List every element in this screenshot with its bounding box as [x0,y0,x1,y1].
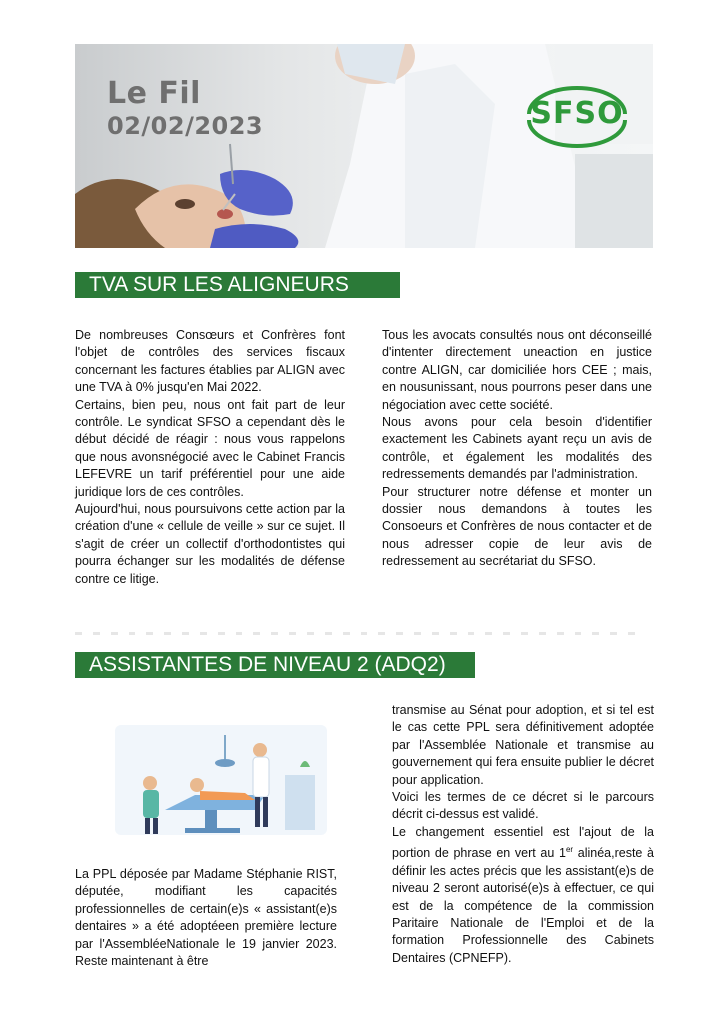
paragraph: Certains, bien peu, nous ont fait part de leur contrôle. Le syndicat SFSO a cependant dès le début décidé de réagir : nous vous rappelons que nous avonsnégocié avec le Cabinet Francis LEFEVRE un tarif préférentiel pour une aide juridique lors de ces contrôles. [75,397,345,499]
dental-clinic-illustration [105,705,337,845]
section-heading-tva: TVA SUR LES ALIGNEURS [75,272,400,298]
paragraph: La PPL déposée par Madame Stéphanie RIST, députée, modifiant les capacités professionnelles de certain(e)s « assistant(e)s dentaires » a été adoptéeen première lecture par l'AssembléeNationale le 19 janvier 2023. Reste maintenant à être [75,867,337,969]
section-heading-adq2: ASSISTANTES DE NIVEAU 2 (ADQ2) [75,652,475,678]
tva-column-right [382,327,652,571]
header-banner [75,44,653,248]
newsletter-date: 02/02/2023 [107,112,264,140]
adq2-column-right [392,702,654,967]
paragraph: Pour structurer notre défense et monter un dossier nous demandons à toutes les Consoeurs et Confrères de nous contacter et de nous adresser copie de leur avis de redressement au secrétariat du SFSO. [382,484,652,569]
paragraph [392,824,654,967]
paragraph: Voici les termes de ce décret si le parcours décrit ci-dessus est validé. [392,790,654,822]
paragraph: transmise au Sénat pour adoption, et si tel est le cas cette PPL sera définitivement adoptée par l'Assemblée Nationale et transmise au gouvernement qui fera ensuite publier le décret pour application. [392,703,654,787]
text-run: Le changement essentiel est l'ajout de la portion de phrase en vert au 1 [392,824,654,861]
section-divider [75,632,635,636]
paragraph: Aujourd'hui, nous poursuivons cette action par la création d'une « cellule de veille » sur ce sujet. Il s'agit de créer un collectif d'orthodontistes qui pourra échanger sur les modalités de défense contre ce litige. [75,502,345,586]
paragraph: Nous avons pour cela besoin d'identifier exactement les Cabinets ayant reçu un avis de contrôle, et également les modalités des redressements demandés par l'administration. [382,415,652,482]
text-run: alinéa,reste à définir les actes précis que les assistant(e)s de niveau 2 seront autorisé(e)s à effectuer, ce qui est de la compétence de la commission Paritaire Nationale de l'Emploi et de la formation Professionnelle des Cabinets Dentaires (CPNEFP). [392,846,654,965]
sfso-logo [521,84,633,148]
paragraph: De nombreuses Consœurs et Confrères font l'objet de contrôles des services fiscaux concernant les factures établies par ALIGN avec une TVA à 0% jusqu'en Mai 2022. [75,328,345,395]
logo-lettering: SFSO [530,96,624,131]
adq2-column-left [75,866,337,970]
superscript: er [565,845,574,855]
tva-column-left [75,327,345,588]
paragraph: Tous les avocats consultés nous ont déconseillé d'intenter directement uneaction en justice contre ALIGN, car domiciliée hors CEE ; mais, en nousunissant, nous pourrons peser dans une négociation avec cette société. [382,328,652,412]
newsletter-title: Le Fil [107,76,201,111]
